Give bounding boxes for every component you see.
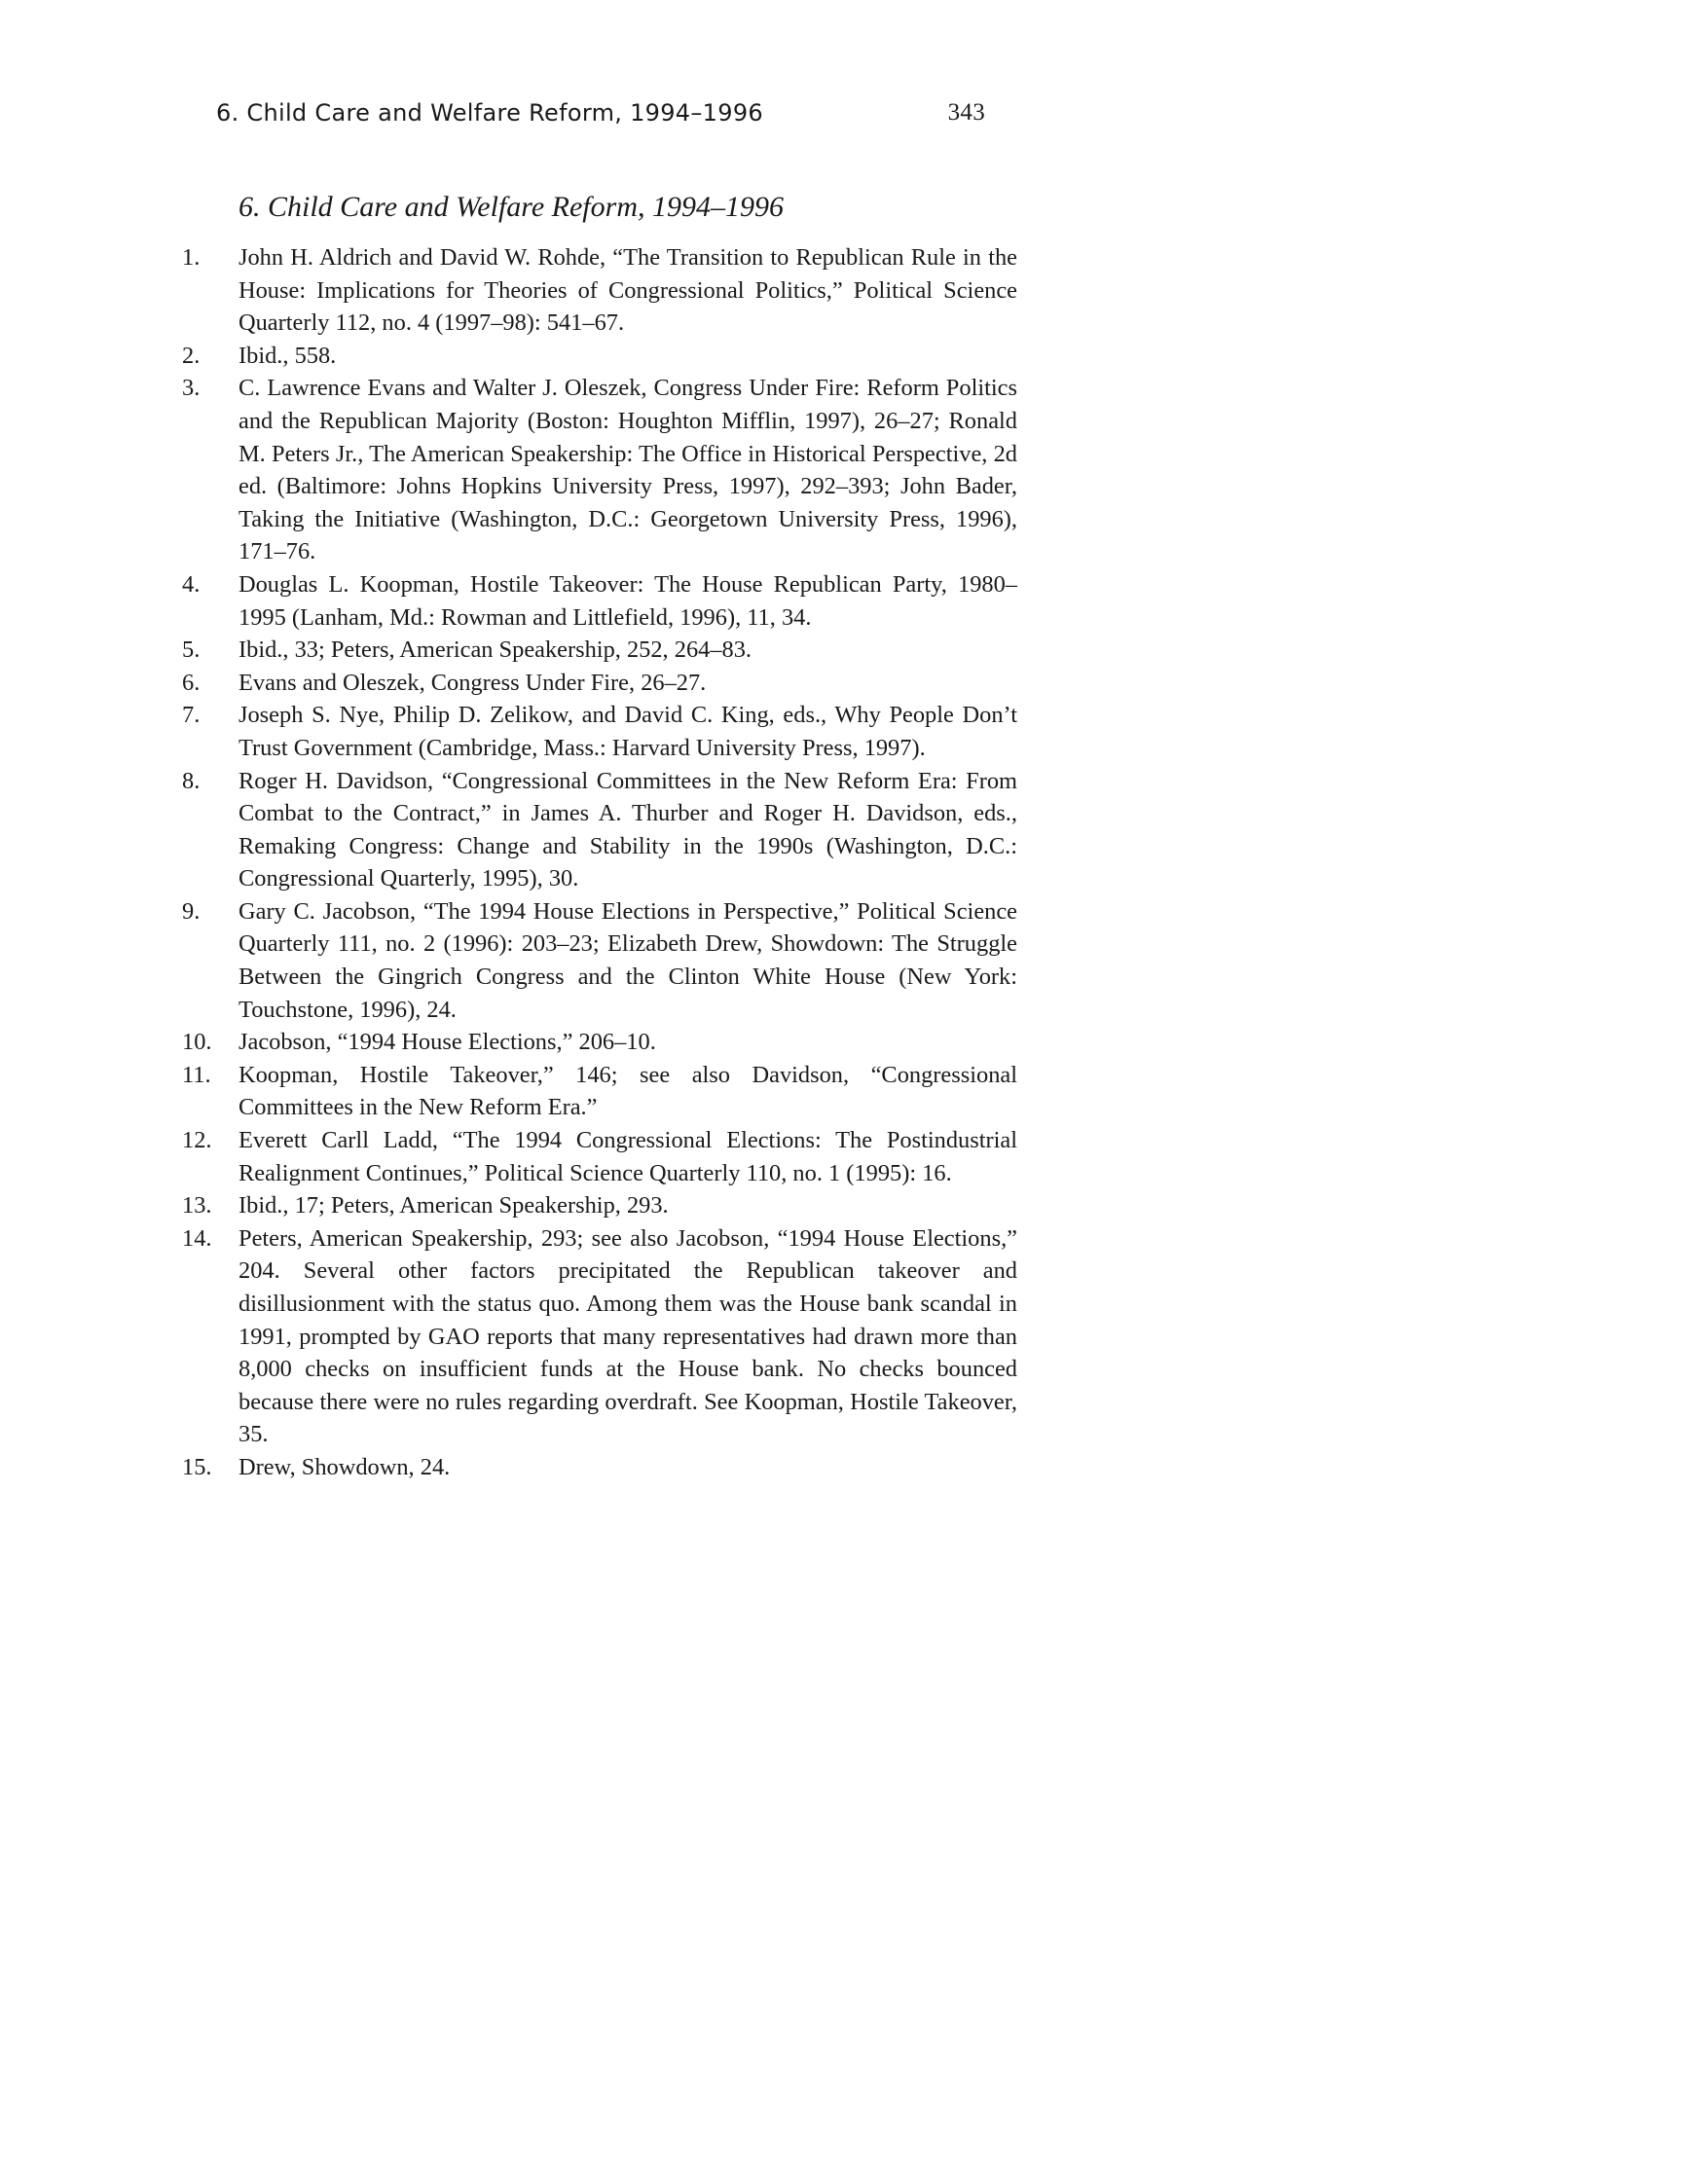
endnote-number: 12. (182, 1127, 212, 1154)
endnote-number: 13. (182, 1192, 212, 1219)
running-head (216, 99, 985, 138)
endnote-text: Jacobson, “1994 House Elections,” 206–10. (239, 1029, 656, 1056)
endnote-12 (182, 1124, 1017, 1189)
endnote-number: 5. (182, 637, 201, 664)
endnotes-list (182, 241, 1017, 1484)
endnote-number: 9. (182, 897, 201, 925)
endnote-8 (182, 765, 1017, 895)
endnote-4 (182, 568, 1017, 634)
endnote-1 (182, 241, 1017, 340)
endnote-13 (182, 1189, 1017, 1222)
endnote-number: 1. (182, 244, 201, 271)
endnote-number: 10. (182, 1029, 212, 1056)
endnote-text: Everett Carll Ladd, “The 1994 Congressional Elections: The Postindustrial Realignment Continues,” Political Science Quarterly 110, no. 1 (1995): 16. (239, 1127, 1017, 1186)
endnote-text: Ibid., 17; Peters, American Speakership, 293. (239, 1192, 669, 1219)
endnote-6 (182, 667, 1017, 700)
endnote-text: Drew, Showdown, 24. (239, 1453, 451, 1480)
endnote-number: 8. (182, 767, 201, 794)
endnote-2 (182, 340, 1017, 373)
endnote-text: Gary C. Jacobson, “The 1994 House Elections in Perspective,” Political Science Quarterly 111, no. 2 (1996): 203–23; Elizabeth Drew, Showdown: The Struggle Between the Gingrich Congress and the Clinton White House (New York: Touchstone, 1996), 24. (239, 897, 1017, 1023)
endnote-text: Ibid., 558. (239, 342, 337, 369)
endnote-text: Ibid., 33; Peters, American Speakership, 252, 264–83. (239, 637, 752, 664)
section-title: 6. Child Care and Welfare Reform, 1994–1996 (239, 191, 784, 223)
endnote-text: Roger H. Davidson, “Congressional Committees in the New Reform Era: From Combat to the Contract,” in James A. Thurber and Roger H. Davidson, eds., Remaking Congress: Change and Stability in the 1990s (Washington, D.C.: Congressional Quarterly, 1995), 30. (239, 767, 1017, 892)
endnote-7 (182, 699, 1017, 764)
endnote-number: 7. (182, 702, 201, 729)
endnote-number: 11. (182, 1061, 211, 1088)
endnote-14 (182, 1222, 1017, 1451)
endnote-text: Douglas L. Koopman, Hostile Takeover: The House Republican Party, 1980–1995 (Lanham, Md.: Rowman and Littlefield, 1996), 11, 34. (239, 570, 1017, 631)
page-number: 343 (947, 99, 985, 126)
endnote-number: 15. (182, 1453, 212, 1480)
endnote-text: Peters, American Speakership, 293; see also Jacobson, “1994 House Elections,” 204. Several other factors precipitated the Republican takeover and disillusionment with the status quo. Among them was the House bank scandal in 1991, prompted by GAO reports that many representatives had drawn more than 8,000 checks on insufficient funds at the House bank. No checks bounced because there were no rules regarding overdraft. See Koopman, Hostile Takeover, 35. (239, 1224, 1017, 1448)
endnote-text: Evans and Oleszek, Congress Under Fire, 26–27. (239, 669, 707, 696)
endnote-text: C. Lawrence Evans and Walter J. Oleszek, Congress Under Fire: Reform Politics and the Republican Majority (Boston: Houghton Mifflin, 1997), 26–27; Ronald M. Peters Jr., The American Speakership: The Office in Historical Perspective, 2d ed. (Baltimore: Johns Hopkins University Press, 1997), 292–393; John Bader, Taking the Initiative (Washington, D.C.: Georgetown University Press, 1996), 171–76. (239, 375, 1017, 565)
endnote-number: 6. (182, 669, 201, 696)
endnote-text: Joseph S. Nye, Philip D. Zelikow, and David C. King, eds., Why People Don’t Trust Government (Cambridge, Mass.: Harvard University Press, 1997). (239, 702, 1017, 761)
endnote-9 (182, 895, 1017, 1026)
endnote-text: Koopman, Hostile Takeover,” 146; see also Davidson, “Congressional Committees in the New Reform Era.” (239, 1061, 1017, 1121)
endnote-number: 4. (182, 570, 201, 598)
endnote-10 (182, 1026, 1017, 1059)
endnote-11 (182, 1059, 1017, 1124)
endnote-15 (182, 1451, 1017, 1484)
endnote-number: 14. (182, 1224, 212, 1252)
endnote-5 (182, 634, 1017, 667)
endnote-3 (182, 372, 1017, 568)
endnote-text: John H. Aldrich and David W. Rohde, “The Transition to Republican Rule in the House: Implications for Theories of Congressional Politics,” Political Science Quarterly 112, no. 4 (1997–98): 541–67. (239, 244, 1017, 337)
running-title: 6. Child Care and Welfare Reform, 1994–1996 (216, 99, 763, 127)
endnote-number: 3. (182, 375, 201, 402)
endnote-number: 2. (182, 342, 201, 369)
